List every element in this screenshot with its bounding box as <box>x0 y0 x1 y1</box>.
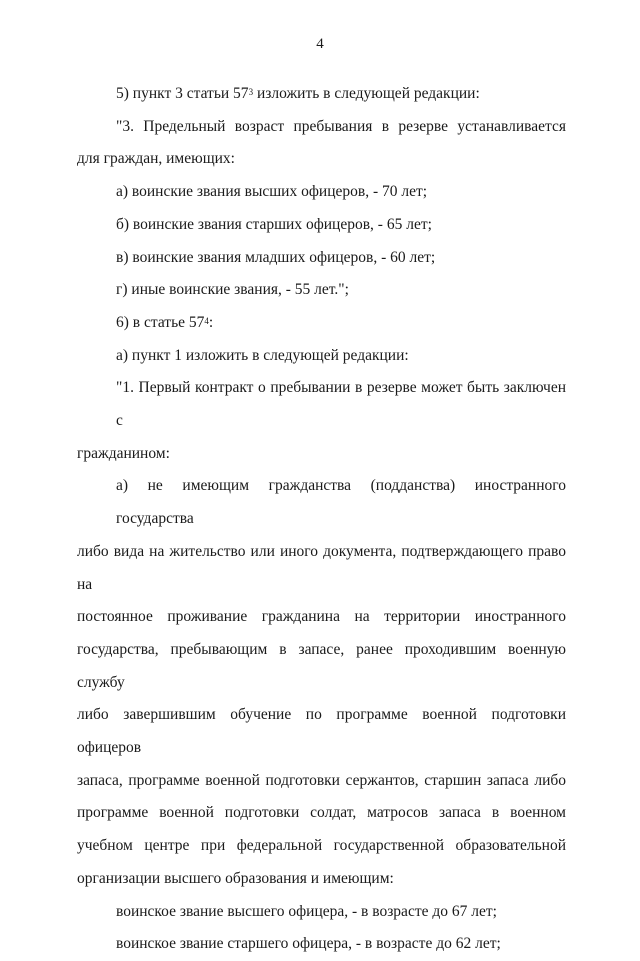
list-item: воинское звание высшего офицера, - в возрасте до 67 лет; <box>116 902 497 920</box>
paragraph-line: учебном центре при федеральной государственной образовательной <box>77 837 566 855</box>
paragraph-line: а) не имеющим гражданства (подданства) иностранного государства <box>116 477 566 528</box>
page-number: 4 <box>316 36 324 52</box>
amendment-item-6 <box>77 307 566 340</box>
paragraph-line: "1. Первый контракт о пребывании в резерве может быть заключен с <box>116 379 566 430</box>
document-body <box>77 78 566 961</box>
paragraph-line: государства, пребывающим в запасе, ранее проходившим военную службу <box>77 640 566 691</box>
paragraph-line: постоянное проживание гражданина на территории иностранного <box>77 608 566 626</box>
list-item: б) воинские звания старших офицеров, - 65 лет; <box>116 215 432 233</box>
paragraph-line: "3. Предельный возраст пребывания в резерве устанавливается <box>116 117 566 135</box>
amendment-item-5 <box>77 78 566 111</box>
list-item: в) воинские звания младших офицеров, - 60 лет; <box>116 248 436 266</box>
paragraph-line: гражданином: <box>77 444 170 462</box>
paragraph-line: программе военной подготовки солдат, матросов запаса в военном <box>77 804 566 822</box>
paragraph-line: запаса, программе военной подготовки сержантов, старшин запаса либо <box>77 771 566 789</box>
paragraph-line: а) пункт 1 изложить в следующей редакции: <box>116 346 409 364</box>
text-fragment: изложить в следующей редакции: <box>253 85 480 102</box>
paragraph-line: организации высшего образования и имеющим: <box>77 869 394 887</box>
text-fragment: 6) в статье 57 <box>116 313 205 331</box>
paragraph-line: либо завершившим обучение по программе военной подготовки офицеров <box>77 706 566 757</box>
list-item: а) воинские звания высших офицеров, - 70 лет; <box>116 183 428 201</box>
paragraph-line: либо вида на жительство или иного документа, подтверждающего право на <box>77 542 566 593</box>
paragraph-line: для граждан, имеющих: <box>77 150 235 168</box>
superscript: 3 <box>248 87 254 97</box>
text-fragment: 5) пункт 3 статьи 57 <box>116 85 249 102</box>
list-item: г) иные воинские звания, - 55 лет."; <box>116 281 349 299</box>
superscript: 4 <box>204 315 209 326</box>
text-fragment: : <box>208 313 214 331</box>
list-item: воинское звание старшего офицера, - в возрасте до 62 лет; <box>116 935 501 953</box>
